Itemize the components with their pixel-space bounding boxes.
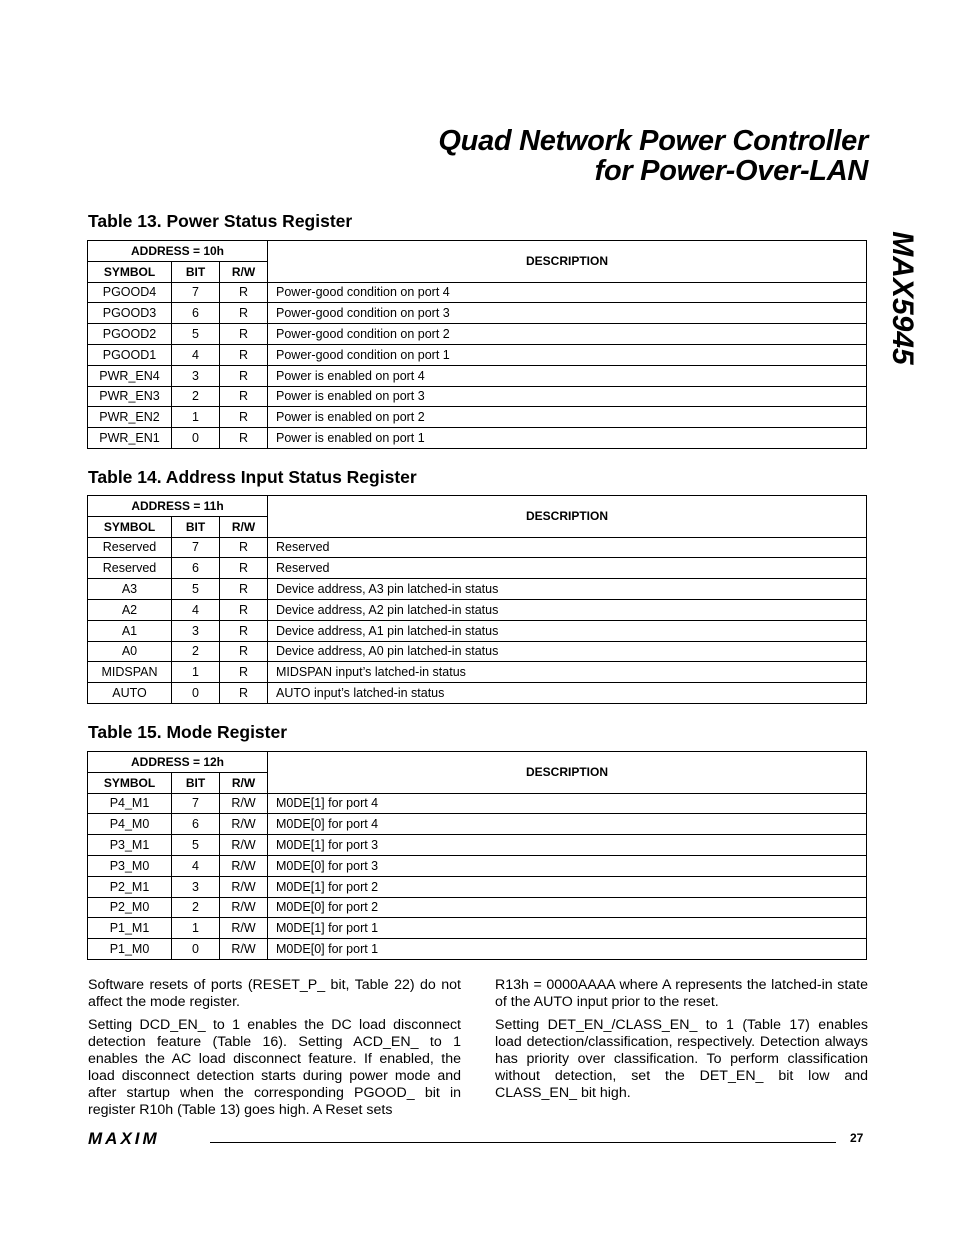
symbol-cell: P2_M0	[88, 897, 172, 918]
symbol-cell: PGOOD3	[88, 303, 172, 324]
description-cell: Device address, A3 pin latched-in status	[268, 579, 867, 600]
rw-header: R/W	[220, 772, 268, 793]
table-row	[88, 876, 867, 897]
table-row	[88, 918, 867, 939]
bit-cell: 5	[172, 324, 220, 345]
rw-header: R/W	[220, 261, 268, 282]
symbol-cell: P3_M1	[88, 835, 172, 856]
description-cell: MIDSPAN input’s latched-in status	[268, 662, 867, 683]
symbol-cell: PGOOD2	[88, 324, 172, 345]
rw-cell: R/W	[220, 918, 268, 939]
footer-rule	[210, 1142, 836, 1143]
rw-cell: R	[220, 620, 268, 641]
table-row	[88, 939, 867, 960]
rw-cell: R	[220, 324, 268, 345]
rw-cell: R	[220, 344, 268, 365]
bit-cell: 0	[172, 683, 220, 704]
bit-cell: 4	[172, 599, 220, 620]
description-cell: M0DE[1] for port 1	[268, 918, 867, 939]
symbol-cell: PGOOD4	[88, 282, 172, 303]
rw-cell: R	[220, 282, 268, 303]
description-cell: Power-good condition on port 2	[268, 324, 867, 345]
description-cell: Power-good condition on port 3	[268, 303, 867, 324]
rw-cell: R	[220, 365, 268, 386]
description-cell: Power is enabled on port 2	[268, 407, 867, 428]
body-paragraph-right-1: R13h = 0000AAAA where A represents the latched-in state of the AUTO input prior to the reset.	[495, 977, 868, 1010]
rw-cell: R	[220, 641, 268, 662]
rw-cell: R	[220, 579, 268, 600]
side-part-number	[872, 218, 932, 378]
description-cell: M0DE[0] for port 2	[268, 897, 867, 918]
address-input-status-register-table	[87, 495, 867, 704]
bit-cell: 7	[172, 282, 220, 303]
address-header: ADDRESS = 11h	[88, 496, 268, 517]
symbol-cell: PWR_EN4	[88, 365, 172, 386]
description-cell: Power-good condition on port 4	[268, 282, 867, 303]
bit-cell: 1	[172, 407, 220, 428]
bit-cell: 7	[172, 537, 220, 558]
description-cell: M0DE[1] for port 2	[268, 876, 867, 897]
rw-cell: R/W	[220, 835, 268, 856]
page-title	[438, 126, 868, 186]
bit-cell: 2	[172, 897, 220, 918]
table-row	[88, 558, 867, 579]
title-line-1: Quad Network Power Controller	[438, 125, 868, 157]
symbol-header: SYMBOL	[88, 261, 172, 282]
bit-cell: 1	[172, 662, 220, 683]
description-cell: M0DE[0] for port 1	[268, 939, 867, 960]
maxim-logo-text: MAXIM	[88, 1130, 160, 1146]
body-paragraph-right-2: Setting DET_EN_/CLASS_EN_ to 1 (Table 17) enables load detection/classification, respectively. Detection always has priority over classification. To perform classification without detection, set the DET_EN_ bit low and CLASS_EN_ bit high.	[495, 1017, 868, 1101]
description-cell: M0DE[0] for port 3	[268, 855, 867, 876]
rw-cell: R	[220, 683, 268, 704]
bit-cell: 0	[172, 428, 220, 449]
body-paragraph-left-2: Setting DCD_EN_ to 1 enables the DC load disconnect detection feature (Table 16). Setting ACD_EN_ to 1 enables the AC load disconnect feature. If enabled, the load disconnect detection starts during power mode and after startup when the corresponding PGOOD_ bit in register R10h (Table 13) goes high. A Reset sets	[88, 1017, 461, 1118]
table-13-caption: Table 13. Power Status Register	[88, 211, 353, 231]
description-cell: Device address, A2 pin latched-in status	[268, 599, 867, 620]
symbol-header: SYMBOL	[88, 772, 172, 793]
bit-cell: 3	[172, 876, 220, 897]
side-part-number-text: MAX5945	[886, 231, 919, 365]
symbol-cell: P4_M1	[88, 793, 172, 814]
bit-cell: 0	[172, 939, 220, 960]
bit-cell: 6	[172, 303, 220, 324]
symbol-cell: PWR_EN2	[88, 407, 172, 428]
table-row	[88, 324, 867, 345]
rw-cell: R/W	[220, 876, 268, 897]
mode-register-table	[87, 751, 867, 960]
table-row	[88, 897, 867, 918]
table-row	[88, 428, 867, 449]
table-row	[88, 599, 867, 620]
rw-cell: R	[220, 662, 268, 683]
description-cell: Reserved	[268, 537, 867, 558]
table-row	[88, 537, 867, 558]
description-cell: M0DE[1] for port 3	[268, 835, 867, 856]
rw-cell: R/W	[220, 855, 268, 876]
rw-cell: R	[220, 407, 268, 428]
table-row	[88, 814, 867, 835]
title-line-2: for Power-Over-LAN	[594, 155, 868, 187]
rw-cell: R	[220, 537, 268, 558]
table-15-caption: Table 15. Mode Register	[88, 722, 288, 742]
table-header-row	[88, 496, 867, 517]
description-cell: Power is enabled on port 4	[268, 365, 867, 386]
description-cell: Device address, A0 pin latched-in status	[268, 641, 867, 662]
bit-header: BIT	[172, 261, 220, 282]
bit-cell: 3	[172, 620, 220, 641]
description-cell: AUTO input’s latched-in status	[268, 683, 867, 704]
symbol-header: SYMBOL	[88, 516, 172, 537]
symbol-cell: AUTO	[88, 683, 172, 704]
table-row	[88, 303, 867, 324]
table-row	[88, 620, 867, 641]
table-row	[88, 365, 867, 386]
table-row	[88, 793, 867, 814]
rw-cell: R	[220, 386, 268, 407]
bit-cell: 3	[172, 365, 220, 386]
bit-cell: 5	[172, 579, 220, 600]
address-header: ADDRESS = 12h	[88, 752, 268, 773]
description-cell: M0DE[0] for port 4	[268, 814, 867, 835]
symbol-cell: PGOOD1	[88, 344, 172, 365]
symbol-cell: P1_M0	[88, 939, 172, 960]
description-header: DESCRIPTION	[268, 241, 867, 283]
symbol-cell: PWR_EN1	[88, 428, 172, 449]
page-number: 27	[850, 1131, 864, 1145]
rw-cell: R/W	[220, 814, 268, 835]
symbol-cell: A3	[88, 579, 172, 600]
rw-cell: R/W	[220, 793, 268, 814]
bit-cell: 6	[172, 814, 220, 835]
rw-header: R/W	[220, 516, 268, 537]
table-row	[88, 579, 867, 600]
description-cell: Power is enabled on port 3	[268, 386, 867, 407]
maxim-logo-mark	[88, 1130, 200, 1146]
symbol-cell: A2	[88, 599, 172, 620]
symbol-cell: Reserved	[88, 558, 172, 579]
maxim-logo	[88, 1130, 200, 1151]
symbol-cell: P1_M1	[88, 918, 172, 939]
bit-cell: 5	[172, 835, 220, 856]
description-cell: Power is enabled on port 1	[268, 428, 867, 449]
bit-cell: 2	[172, 641, 220, 662]
bit-cell: 4	[172, 344, 220, 365]
symbol-cell: MIDSPAN	[88, 662, 172, 683]
description-header: DESCRIPTION	[268, 752, 867, 794]
address-header: ADDRESS = 10h	[88, 241, 268, 262]
rw-cell: R/W	[220, 939, 268, 960]
table-header-row	[88, 752, 867, 773]
table-row	[88, 855, 867, 876]
table-row	[88, 407, 867, 428]
power-status-register-table	[87, 240, 867, 449]
symbol-cell: Reserved	[88, 537, 172, 558]
symbol-cell: P4_M0	[88, 814, 172, 835]
symbol-cell: P3_M0	[88, 855, 172, 876]
bit-cell: 6	[172, 558, 220, 579]
table-row	[88, 641, 867, 662]
table-row	[88, 835, 867, 856]
rw-cell: R	[220, 599, 268, 620]
rw-cell: R/W	[220, 897, 268, 918]
bit-cell: 7	[172, 793, 220, 814]
table-row	[88, 683, 867, 704]
bit-cell: 1	[172, 918, 220, 939]
body-paragraph-left-1: Software resets of ports (RESET_P_ bit, Table 22) do not affect the mode register.	[88, 977, 461, 1010]
description-cell: M0DE[1] for port 4	[268, 793, 867, 814]
table-row	[88, 282, 867, 303]
description-header: DESCRIPTION	[268, 496, 867, 538]
description-cell: Reserved	[268, 558, 867, 579]
symbol-cell: A1	[88, 620, 172, 641]
bit-header: BIT	[172, 516, 220, 537]
symbol-cell: A0	[88, 641, 172, 662]
rw-cell: R	[220, 303, 268, 324]
description-cell: Device address, A1 pin latched-in status	[268, 620, 867, 641]
table-header-row	[88, 241, 867, 262]
rw-cell: R	[220, 428, 268, 449]
symbol-cell: P2_M1	[88, 876, 172, 897]
rw-cell: R	[220, 558, 268, 579]
bit-cell: 4	[172, 855, 220, 876]
bit-cell: 2	[172, 386, 220, 407]
description-cell: Power-good condition on port 1	[268, 344, 867, 365]
table-row	[88, 662, 867, 683]
table-14-caption: Table 14. Address Input Status Register	[88, 467, 417, 487]
bit-header: BIT	[172, 772, 220, 793]
symbol-cell: PWR_EN3	[88, 386, 172, 407]
table-row	[88, 344, 867, 365]
table-row	[88, 386, 867, 407]
